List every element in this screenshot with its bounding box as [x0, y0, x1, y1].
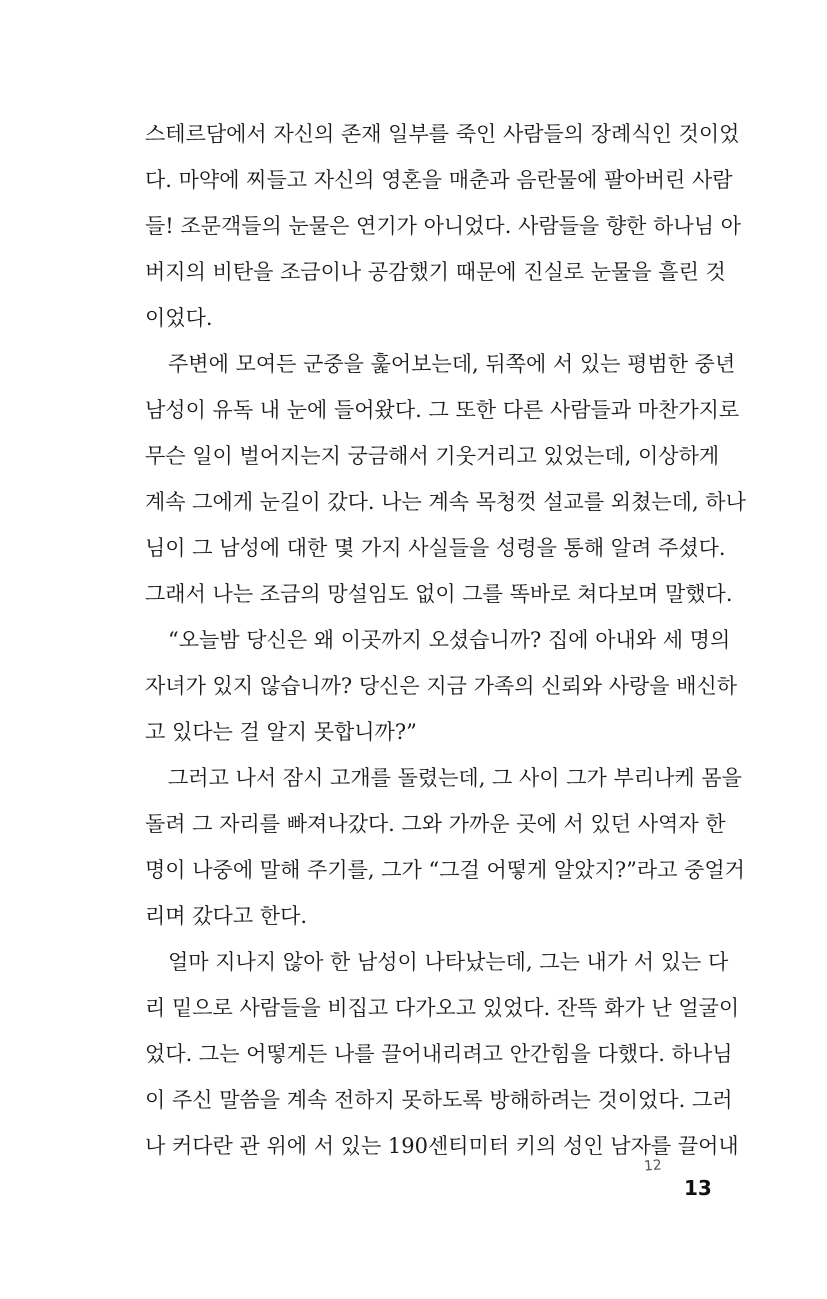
text-line: 님이 그 남성에 대한 몇 가지 사실들을 성령을 통해 알려 주셨다. [145, 536, 726, 560]
text-line: 계속 그에게 눈길이 갔다. 나는 계속 목청껏 설교를 외쳤는데, 하나 [145, 490, 746, 514]
text-line: 얼마 지나지 않아 한 남성이 나타났는데, 그는 내가 서 있는 다 [168, 950, 729, 974]
text-line: 나 커다란 관 위에 서 있는 190센티미터 키의 성인 남자를 끌어내 [145, 1134, 739, 1158]
text-line: 무슨 일이 벌어지는지 궁금해서 기웃거리고 있었는데, 이상하게 [145, 444, 720, 468]
text-line: 다. 마약에 찌들고 자신의 영혼을 매춘과 음란물에 팔아버린 사람 [145, 168, 733, 192]
text-line: 남성이 유독 내 눈에 들어왔다. 그 또한 다른 사람들과 마찬가지로 [145, 398, 740, 422]
text-line: “오늘밤 당신은 왜 이곳까지 오셨습니까? 집에 아내와 세 명의 [168, 628, 731, 652]
handwritten-page-note: 12 [643, 1157, 663, 1175]
text-line: 버지의 비탄을 조금이나 공감했기 때문에 진실로 눈물을 흘린 것 [145, 260, 726, 284]
text-line: 명이 나중에 말해 주기를, 그가 “그걸 어떻게 알았지?”라고 중얼거 [145, 858, 745, 882]
text-line: 리 밑으로 사람들을 비집고 다가오고 있었다. 잔뜩 화가 난 얼굴이 [145, 996, 740, 1020]
text-line: 이 주신 말씀을 계속 전하지 못하도록 방해하려는 것이었다. 그러 [145, 1088, 733, 1112]
text-line: 들! 조문객들의 눈물은 연기가 아니었다. 사람들을 향한 하나님 아 [145, 214, 741, 238]
page-number: 13 [684, 1176, 712, 1200]
text-line: 고 있다는 걸 알지 못합니까?” [145, 720, 417, 744]
text-line: 돌려 그 자리를 빠져나갔다. 그와 가까운 곳에 서 있던 사역자 한 [145, 812, 726, 836]
text-line: 스테르담에서 자신의 존재 일부를 죽인 사람들의 장례식인 것이었 [145, 122, 740, 146]
text-line: 이었다. [145, 306, 213, 330]
text-line: 그래서 나는 조금의 망설임도 없이 그를 똑바로 쳐다보며 말했다. [145, 582, 733, 606]
text-line: 주변에 모여든 군중을 훑어보는데, 뒤쪽에 서 있는 평범한 중년 [168, 352, 736, 376]
text-line: 그러고 나서 잠시 고개를 돌렸는데, 그 사이 그가 부리나케 몸을 [168, 766, 742, 790]
text-line: 자녀가 있지 않습니까? 당신은 지금 가족의 신뢰와 사랑을 배신하 [145, 674, 738, 698]
text-line: 었다. 그는 어떻게든 나를 끌어내리려고 안간힘을 다했다. 하나님 [145, 1042, 733, 1066]
text-line: 리며 갔다고 한다. [145, 904, 308, 928]
